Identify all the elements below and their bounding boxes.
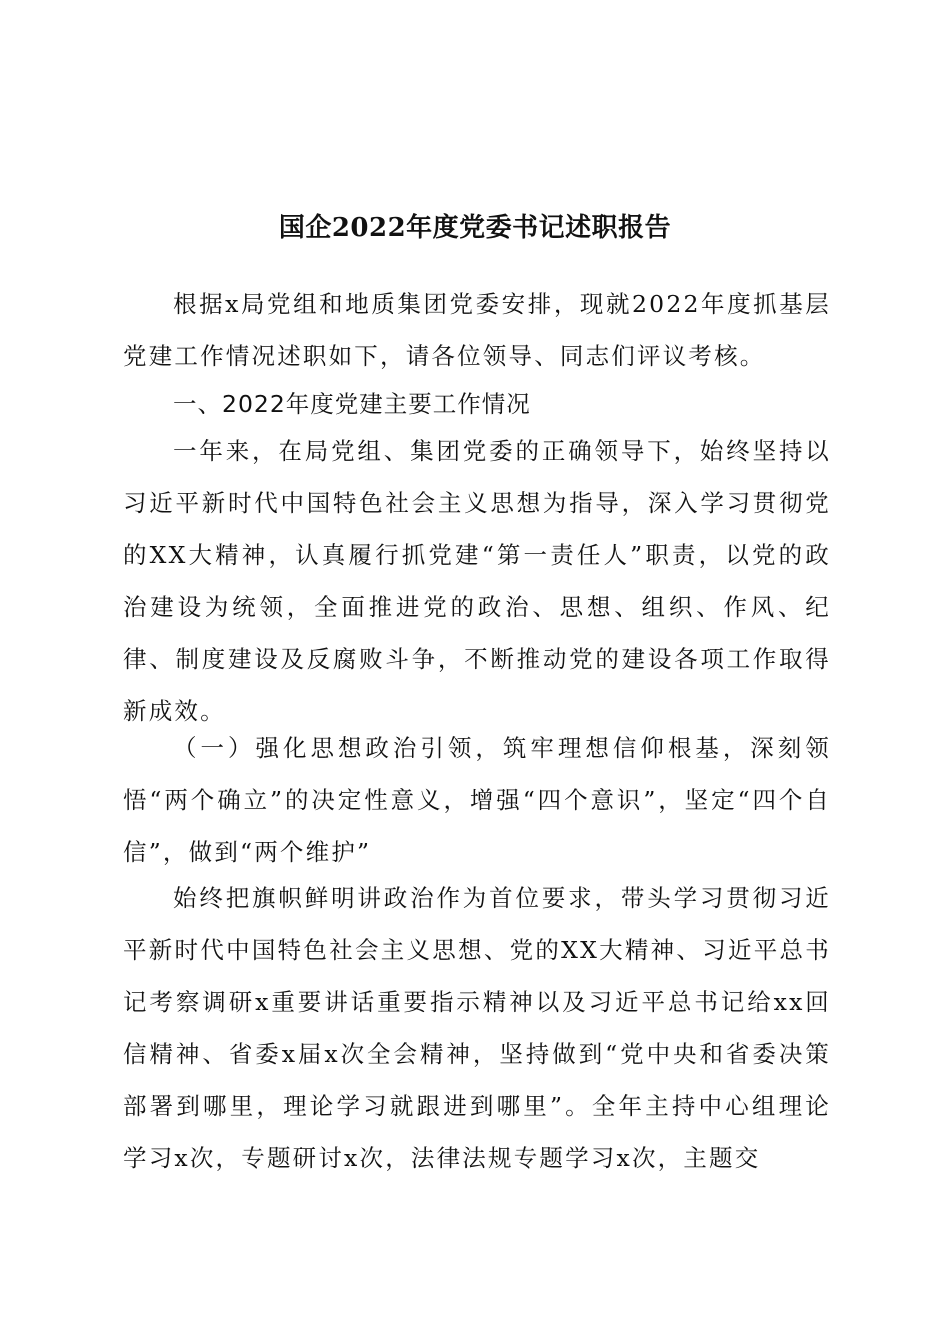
document-title: 国企2022年度党委书记述职报告 [278,213,672,243]
intro-paragraph: 根据x局党组和地质集团党委安排，现就2022年度抓基层党建工作情况述职如下，请各位领导、同志们评议考核。 [123,290,831,370]
section-body-paragraph: 一年来，在局党组、集团党委的正确领导下，始终坚持以习近平新时代中国特色社会主义思想为指导，深入学习贯彻党的XX大精神，认真履行抓党建“第一责任人”职责，以党的政治建设为统领，全面推进党的政治、思想、组织、作风、纪律、制度建设及反腐败斗争，不断推动党的建设各项工作取得新成效。 [123,437,831,725]
subsection-heading: （一）强化思想政治引领，筑牢理想信仰根基，深刻领悟“两个确立”的决定性意义，增强“四个意识”，坚定“四个自信”，做到“两个维护” [123,734,831,866]
subsection-body-paragraph: 始终把旗帜鲜明讲政治作为首位要求，带头学习贯彻习近平新时代中国特色社会主义思想、党的XX大精神、习近平总书记考察调研x重要讲话重要指示精神以及习近平总书记给xx回信精神、省委x届x次全会精神，坚持做到“党中央和省委决策部署到哪里，理论学习就跟进到哪里”。全年主持中心组理论学习x次，专题研讨x次，法律法规专题学习x次，主题交 [123,884,831,1172]
section-heading: 一、2022年度党建主要工作情况 [173,390,531,418]
